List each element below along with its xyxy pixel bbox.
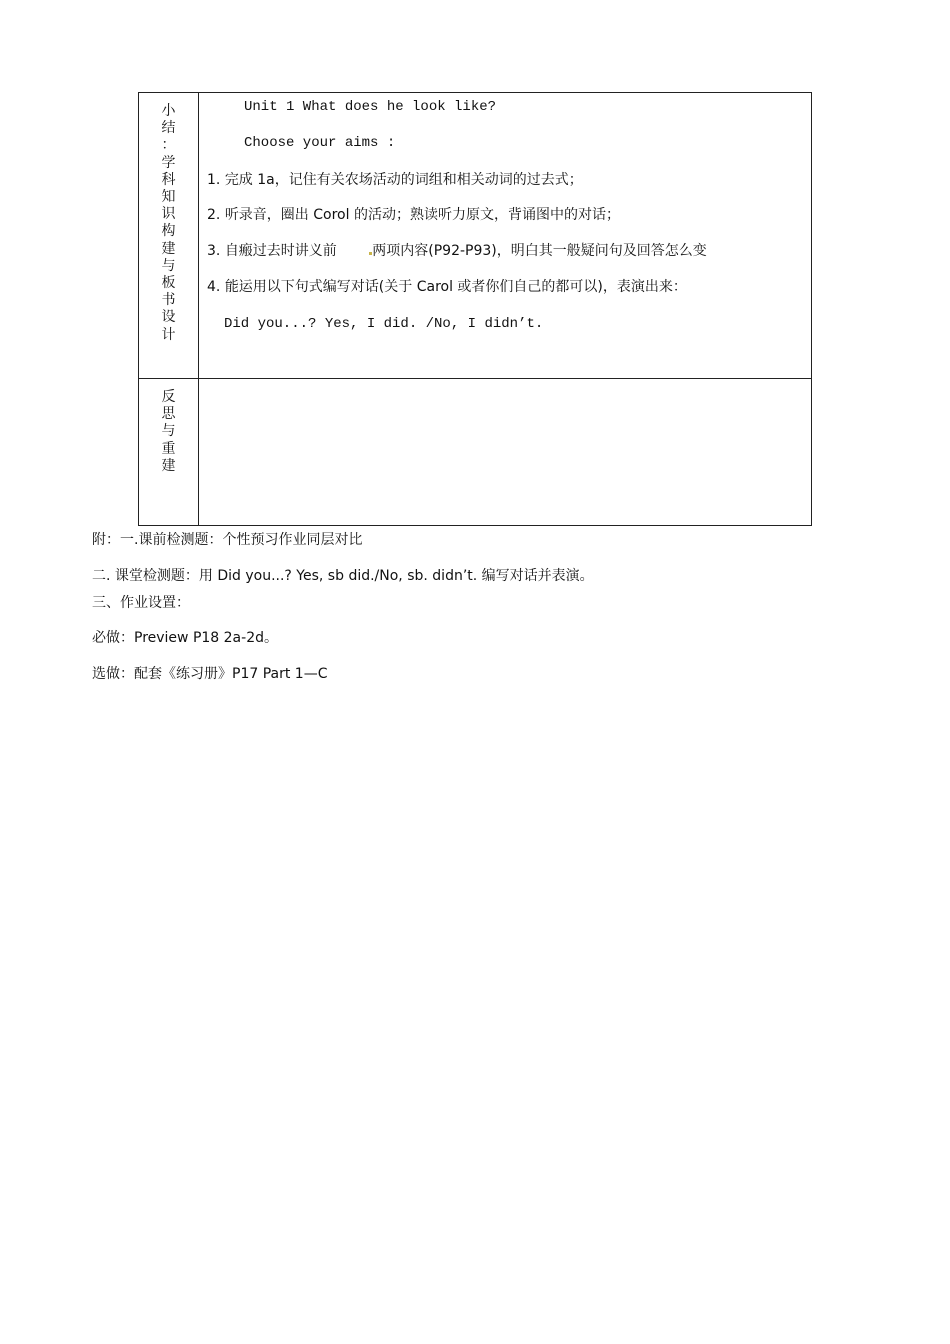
summary-label-cell <box>139 93 199 378</box>
summary-content-cell <box>199 93 811 378</box>
appendix-line-1: 附：一.课前检测题：个性预习作业同层对比 <box>92 532 363 548</box>
unit-title: Unit 1 What does he look like? <box>244 99 497 115</box>
appendix-line-3: 三、作业设置： <box>92 595 190 611</box>
lesson-table <box>138 92 812 526</box>
appendix-line-5: 选做：配套《练习册》P17 Part 1—C <box>92 666 328 682</box>
aim-item-2-number: 2. <box>207 207 221 223</box>
aim-item-1 <box>207 171 583 189</box>
sentence-pattern: Did you...? Yes, I did. /No, I didn’t. <box>224 316 544 332</box>
aim-item-3-text-b: 两项内容(P92-P93)，明白其一般疑问句及回答怎么变 <box>372 243 707 259</box>
appendix-line-4: 必做：Preview P18 2a-2d。 <box>92 630 278 646</box>
aim-item-3-number: 3. <box>207 243 221 259</box>
aim-item-3-text-a: 自瘢过去时讲义前 <box>224 243 337 259</box>
aim-item-4-text: 能运用以下句式编写对话(关于 Carol 或者你们自己的都可以)，表演出来： <box>224 279 687 295</box>
aim-item-2 <box>207 206 620 224</box>
reflection-content-cell <box>199 379 811 525</box>
aim-item-4 <box>207 278 687 296</box>
reflection-label: 反 思 与 重 建 <box>161 389 176 474</box>
aim-item-2-text: 听录音，圈出 Corol 的活动；熟读听力原文，背诵图中的对话； <box>224 207 620 223</box>
aim-item-1-text: 完成 1a，记住有关农场活动的词组和相关动词的过去式； <box>224 172 583 188</box>
aim-item-3 <box>207 242 707 260</box>
reflection-row <box>139 379 811 525</box>
appendix-line-2: 二. 课堂检测题：用 Did you...? Yes, sb did./No, sb. didn’t. 编写对话并表演。 <box>92 568 594 584</box>
summary-label: 小 结 ： 学 科 知 识 构 建 与 板 书 设 计 <box>161 103 176 343</box>
summary-row <box>139 93 811 379</box>
aim-item-4-number: 4. <box>207 279 221 295</box>
aims-heading: Choose your aims : <box>244 135 396 151</box>
aim-item-1-number: 1. <box>207 172 221 188</box>
reflection-label-cell <box>139 379 199 525</box>
